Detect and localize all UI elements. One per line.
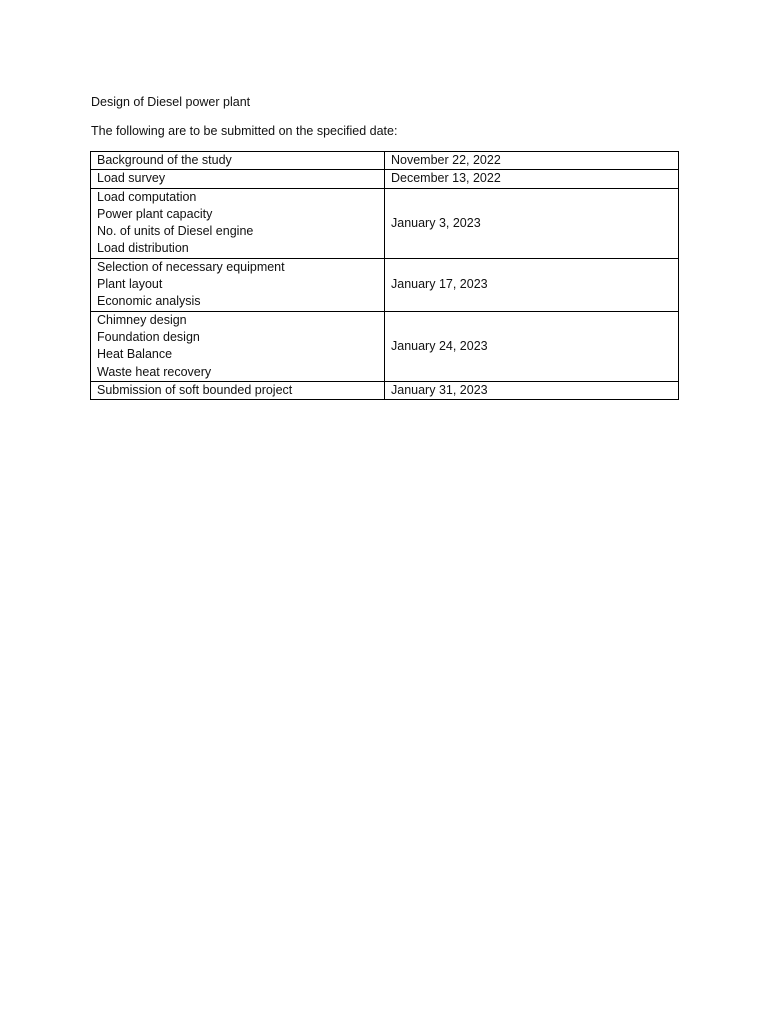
task-item: Waste heat recovery bbox=[97, 364, 212, 379]
document-title: Design of Diesel power plant bbox=[91, 95, 251, 109]
task-item: Heat Balance bbox=[97, 347, 173, 362]
task-item: Plant layout bbox=[97, 277, 163, 292]
task-cell bbox=[91, 381, 385, 399]
task-item: Selection of necessary equipment bbox=[97, 259, 285, 274]
task-cell bbox=[91, 170, 385, 188]
date-cell: December 13, 2022 bbox=[385, 170, 679, 188]
submission-schedule-table bbox=[90, 151, 679, 400]
task-cell bbox=[91, 258, 385, 311]
date-cell: January 24, 2023 bbox=[385, 311, 679, 381]
table-row bbox=[91, 188, 679, 258]
task-item: Load computation bbox=[97, 189, 197, 204]
task-cell bbox=[91, 311, 385, 381]
table-row bbox=[91, 311, 679, 381]
task-item: Background of the study bbox=[97, 153, 232, 167]
task-item: Economic analysis bbox=[97, 294, 201, 309]
table-row bbox=[91, 381, 679, 399]
date-cell: January 3, 2023 bbox=[385, 188, 679, 258]
table-row bbox=[91, 258, 679, 311]
date-cell: January 31, 2023 bbox=[385, 381, 679, 399]
task-item: Power plant capacity bbox=[97, 206, 213, 221]
task-cell bbox=[91, 188, 385, 258]
table-row bbox=[91, 170, 679, 188]
task-item: Chimney design bbox=[97, 312, 187, 327]
task-item: Submission of soft bounded project bbox=[97, 382, 293, 397]
task-item: Load survey bbox=[97, 171, 166, 186]
task-item: No. of units of Diesel engine bbox=[97, 224, 254, 239]
date-cell: November 22, 2022 bbox=[385, 152, 679, 170]
task-cell bbox=[91, 152, 385, 170]
document-intro: The following are to be submitted on the specified date: bbox=[91, 124, 398, 138]
date-cell: January 17, 2023 bbox=[385, 258, 679, 311]
task-item: Foundation design bbox=[97, 329, 200, 344]
task-item: Load distribution bbox=[97, 241, 189, 256]
table-row bbox=[91, 152, 679, 170]
